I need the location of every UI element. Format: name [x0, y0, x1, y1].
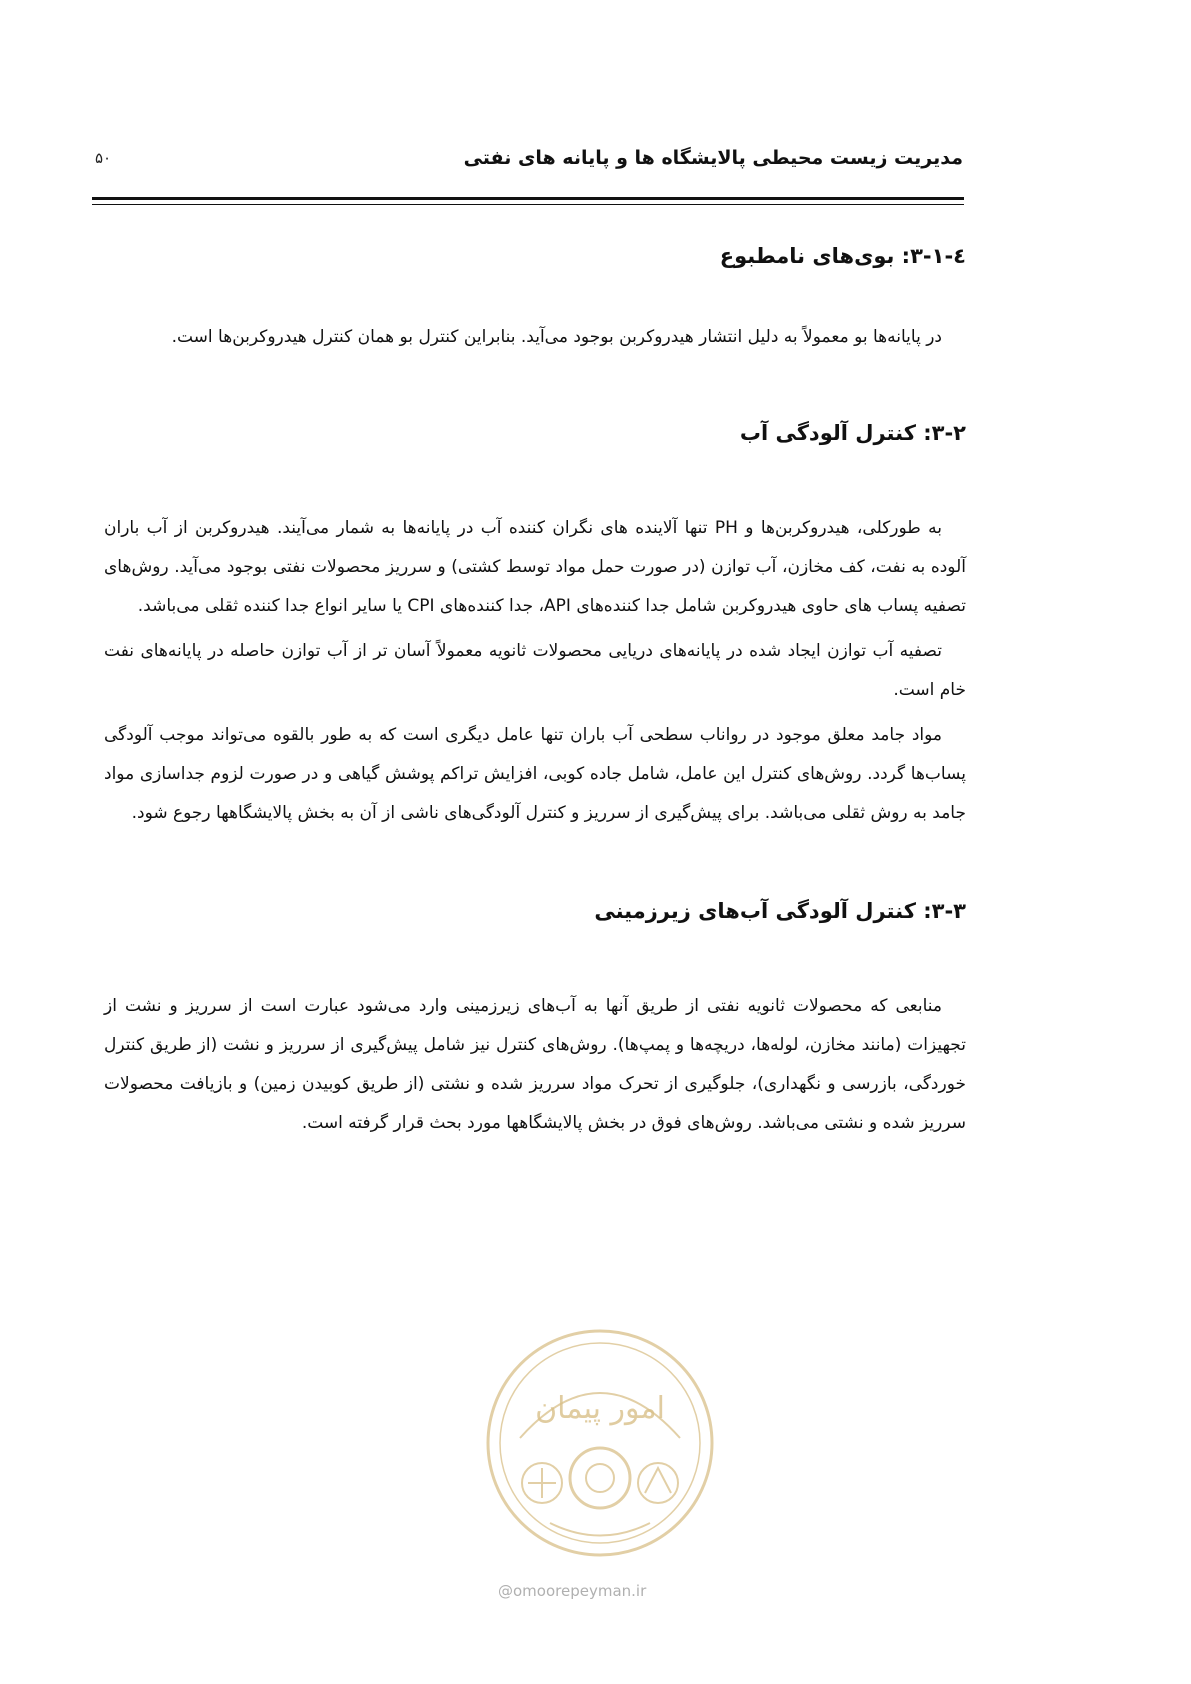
header-rule-thick: [92, 197, 964, 200]
section-heading-water-pollution: ٢-٣: کنترل آلودگی آب: [739, 421, 966, 445]
page-number: ۵۰: [95, 149, 112, 167]
watermark-seal-text: امور پیمان: [535, 1391, 665, 1426]
paragraph: به طورکلی، هیدروکربن‌ها و PH تنها آلاینده های نگران کننده آب در پایانه‌ها به شمار می‌آیند. هیدروکربن از آب باران آلوده به نفت، کف مخازن، آب توازن (در صورت حمل مواد توسط کشتی) و سرریز محصولات نفتی بوجود می‌آید. روش‌های تصفیه پساب های حاوی هیدروکربن شامل جدا کننده‌های API، جدا کننده‌های CPI یا سایر انواع جدا کننده ثقلی می‌باشد.: [104, 518, 966, 616]
paragraph: در پایانه‌ها بو معمولاً به دلیل انتشار هیدروکربن بوجود می‌آید. بنابراین کنترل بو همان کنترل هیدروکربن‌ها است.: [171, 327, 942, 347]
paragraph: مواد جامد معلق موجود در رواناب سطحی آب باران تنها عامل دیگری است که به طور بالقوه می‌تواند موجب آلودگی پساب‌ها گردد. روش‌های کنترل این عامل، شامل جاده کوبی، افزایش تراکم پوشش گیاهی و در صورت لزوم جداسازی مواد جامد به روش ثقلی می‌باشد. برای پیش‌گیری از سرریز و کنترل آلودگی‌های ناشی از آن به بخش پالایشگاهها رجوع شود.: [104, 725, 966, 823]
paragraph: منابعی که محصولات ثانویه نفتی از طریق آنها به آب‌های زیرزمینی وارد می‌شود عبارت است از سرریز و نشت از تجهیزات (مانند مخازن، لوله‌ها، دریچه‌ها و پمپ‌ها). روش‌های کنترل نیز شامل پیش‌گیری از سرریز و نشت (از طریق کنترل خوردگی، بازرسی و نگهداری)، جلوگیری از تحرک مواد سرریز شده و نشتی (از طریق کوبیدن زمین) و بازیافت محصولات سرریز شده و نشتی می‌باشد. روش‌های فوق در بخش پالایشگاهها مورد بحث قرار گرفته است.: [104, 996, 966, 1133]
header-rule-thin: [92, 204, 964, 205]
section-heading-odors: ٤-١-٣: بوی‌های نامطبوع: [719, 244, 966, 268]
running-header: [95, 140, 963, 176]
page-content: [104, 236, 966, 1143]
watermark-url: @omoorepeyman.ir: [498, 1582, 647, 1600]
book-title: مدیریت زیست محیطی پالایشگاه ها و پایانه های نفتی: [463, 147, 963, 169]
section-heading-groundwater-pollution: ٣-٣: کنترل آلودگی آب‌های زیرزمینی: [594, 899, 966, 923]
paragraph: تصفیه آب توازن ایجاد شده در پایانه‌های دریایی محصولات ثانویه معمولاً آسان تر از آب توازن حاصله در پایانه‌های نفت خام است.: [104, 641, 966, 700]
watermark-seal-icon: [480, 1318, 720, 1568]
